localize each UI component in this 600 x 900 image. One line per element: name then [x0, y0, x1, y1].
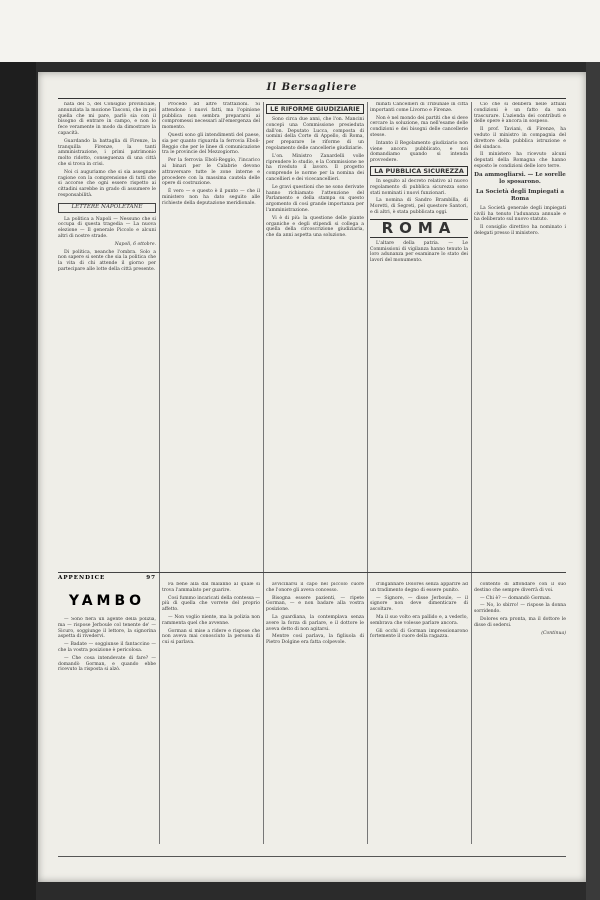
paragraph: In seguito al decreto relativo al nuovo regolamento di pubblica sicurezza sono stati nominati i nuovi funzionari.	[370, 178, 468, 196]
appendice-number: 97	[146, 575, 156, 581]
continua-note: (Continua)	[541, 630, 566, 636]
paragraph: — No, lo sbirro! — rispose la donna sorridendo.	[474, 603, 566, 615]
column-divider	[367, 102, 368, 844]
dateline: Napoli, 6 ottobre.	[114, 241, 156, 247]
masthead	[58, 82, 566, 96]
section-title-riforme-giudiziarie: LE RIFORME GIUDIZIARIE	[266, 104, 364, 114]
paragraph: contento di affondare con il suo destino che sempre diverrà di voi.	[474, 582, 566, 593]
column-divider	[159, 102, 160, 844]
subheading-ammogliarsi: Da ammogliarsi. — Le sorelle lo sposarono.	[474, 171, 566, 185]
paragraph: — Chi è? — domandò Gorman.	[480, 595, 552, 601]
feuilleton-rule	[58, 572, 566, 573]
masthead-rule	[58, 98, 566, 99]
appendice-label: APPENDICE	[58, 575, 106, 581]
paragraph: Così fummo incaricati della contessa — più di quella che vorrete del proprio affetto.	[162, 595, 260, 613]
paragraph: d'ingannare Dolores senza apparire ad un tradimento degno di essere punito.	[370, 582, 468, 593]
paragraph: Per la ferrovia Eboli-Reggio, l'incarico ai binari per le Calabrie devono attraversare tutte le zone interne e procedere con la massima cautela delle opere di costruzione.	[162, 158, 260, 187]
feuilleton-header	[58, 575, 156, 617]
paragraph: avvicinarsi il capo nel piccolo cuore che l'onore gli aveva concesso.	[266, 582, 364, 593]
paragraph: Vi è di più: la questione delle piante organiche e degli stipendi si collega a quella della circoscrizione giudiziaria, che da anni aspetta una soluzione.	[266, 215, 364, 239]
paragraph: — Sono fiera un agente della polizia, ma — rispose Jerboule col tenente de' — Sicuro, soggiunge il lettore, la signorina aspetta di rivedervi.	[58, 617, 156, 640]
scan-background-top	[0, 0, 600, 62]
paragraph: Mentre così parlava, la figliuola di Pietro Dolgine era fatta colpevole.	[266, 634, 364, 646]
feuilleton-column-1	[58, 617, 156, 852]
paragraph: Il consiglio direttivo ha nominato i delegati presso il ministero.	[474, 225, 566, 236]
paragraph: Noi ci auguriamo che si sia assegnate ragione con la comprensione di tutti che si accorse che ogni essere rispetto ai cittadini sarebbe in grado di assumere le responsabilità.	[58, 169, 156, 198]
paragraph: — Che cosa intendevate di fare? — domandò Gorman, e quando ebbe ricevuto la risposta si alzò.	[58, 655, 156, 673]
column-4	[370, 102, 468, 570]
masthead-title: Il Bersagliere	[266, 82, 358, 93]
paragraph: Ma il suo volto era pallido e, a vederlo, sembrava che volesse parlare ancora.	[370, 614, 468, 626]
column-3	[266, 102, 364, 570]
paragraph: — Badate — soggiunse il fantaccino — che la vostra posizione è pericolosa.	[58, 642, 156, 653]
paragraph: Sono circa due anni, che l'on. Mancini concepì una Commissione presieduta dall'on. Deputato Lucca, composta di uomini della Corte di Appello, di Roma, per preparare le riforme di un regolamento delle cancellerie giudiziarie.	[266, 117, 364, 151]
paragraph: La politica a Napoli — Nessuno che si occupa di questa tragedia — La nuova elezione — Il generale Piccolo e alcuni altri di nostre strade.	[58, 216, 156, 239]
paragraph: — Non voglio niente, ma la polizia non rammenta quel che avvenne.	[162, 614, 260, 626]
paragraph: Procedo ad altre trattazioni. Si attendono i nuovi fatti, ma l'opinione pubblica non sembra prepararsi ai compromessi necessari all'emergenza del momento.	[162, 102, 260, 131]
paragraph: L'altare della patria. — Le Commissioni di vigilanza hanno tenuto la loro adunanza per esaminare lo stato dei lavori del monumento.	[370, 240, 468, 264]
paragraph: Questi sono gli intendimenti del paese, sia per quanto riguarda la ferrovia Eboli-Reggio che per le linee di comunicazione tra le provincie del Mezzogiorno.	[162, 132, 260, 156]
paragraph: Fa bene alla dal malanno al quale si trova l'ammalato per guarire.	[162, 582, 260, 593]
appendice-line	[58, 575, 156, 581]
feuilleton-column-5	[474, 582, 566, 852]
paragraph: L'on. Ministro Zanardelli volle riprendere lo studio, e la Commissione ne ha riveduto il lavoro. Il progetto comprende le norme per la nomina dei cancellieri e dei vicecancellieri.	[266, 153, 364, 182]
paragraph: Dolores era pronta, ma il dottore le disse di sedersi.	[474, 616, 566, 628]
paragraph: È vero — e questo è il punto — che il ministero non ha dato seguito alle richieste della deputazione meridionale.	[162, 189, 260, 206]
paragraph: Ciò che si delibera nelle attuali condizioni è un fatto da non trascurare. L'azienda dei contributi e delle opere è ancora in sospeso.	[474, 102, 566, 125]
section-title-roma: ROMA	[370, 219, 468, 238]
section-title-lettere-napoletane: LETTERE NAPOLETANE	[58, 203, 156, 213]
newspaper-page	[38, 72, 586, 882]
scan-edge-left	[0, 62, 36, 900]
paragraph: Gorman si mise a ridere e rispose che non aveva mai conosciuto la persona di cui si parlava.	[162, 628, 260, 646]
paragraph: Non è nel mondo dei partiti che si deve cercare la soluzione, ma nell'esame delle condizioni e dei bisogni delle cancellerie stesse.	[370, 115, 468, 138]
paragraph: Di politica, neanche l'ombra. Solo a non sapere si sente che sia la politica che la vita di chi attende il giorno per partecipare alle lotte della città presente.	[58, 249, 156, 272]
column-5	[474, 102, 566, 570]
column-1	[58, 102, 156, 570]
paragraph: Il ministero ha ricevuto alcuni deputati della Romagna che hanno esposto le condizioni delle loro terre.	[474, 152, 566, 169]
paragraph: Intanto il Regolamento giudiziario non viene ancora pubblicato, e noi domandiamo quando si intenda provvedere.	[370, 140, 468, 164]
feuilleton-column-2	[162, 582, 260, 852]
feuilleton-title: YAMBO	[68, 593, 146, 609]
footer-rule	[58, 856, 566, 857]
paragraph: minati Cancellieri di Tribunale in città importanti come Livorno e Firenze.	[370, 102, 468, 113]
paragraph: — Signore, — disse Jerboule, — il signore non deve dimenticare di ascoltare.	[370, 595, 468, 613]
paragraph: Le gravi questioni che ne sono derivate hanno richiamato l'attenzione del Parlamento e della stampa su questo argomento di così grande importanza per l'amministrazione.	[266, 184, 364, 213]
paragraph: Guardando la battaglia di Firenze, la tranquilla Firenze, la tanti amministrazione, i primi patrimonio molto ridotto, conseguenza di una città che si trova in crisi.	[58, 138, 156, 167]
paragraph: Il prof. Taviani, di Firenze, ha veduto il ministro in compagnia del direttore della pubblica istruzione e del sindaco.	[474, 127, 566, 150]
feuilleton-column-4	[370, 582, 468, 852]
paragraph: La guardiana, la contemplava senza avere la forza di parlare, e il dottore le aveva detto di non agitarsi.	[266, 614, 364, 632]
paragraph: nata del 5, del Consiglio provinciale, annunziata la mozione Tasconi, che in poi quella che mi pare, parlò sia con il bisogno di entrare in campo, e non lo fece veramente in modo da dimostrare la capacità.	[58, 102, 156, 136]
subheading-societa-impiegati: La Società degli Impiegati a Roma	[475, 188, 565, 202]
column-divider	[263, 102, 264, 844]
column-divider	[471, 102, 472, 844]
column-2	[162, 102, 260, 570]
scan-edge-right	[586, 62, 600, 900]
paragraph: Gli occhi di Gorman impressionarono fortemente il cuore della ragazza.	[370, 628, 468, 640]
feuilleton-column-3	[266, 582, 364, 852]
section-title-pubblica-sicurezza: LA PUBBLICA SICUREZZA	[370, 166, 468, 176]
paragraph: La Società generale degli impiegati civili ha tenuto l'adunanza annuale e ha deliberato sul nuovo statuto.	[474, 205, 566, 223]
paragraph: La nomina di Sandro Brambilla, di Moretti, di Segreti, pel questore Santori, e di altri, è stata pubblicata oggi.	[370, 198, 468, 215]
paragraph: Bisogna essere pazienti, — ripete Gorman, — e non badare alla vostra posizione.	[266, 595, 364, 613]
